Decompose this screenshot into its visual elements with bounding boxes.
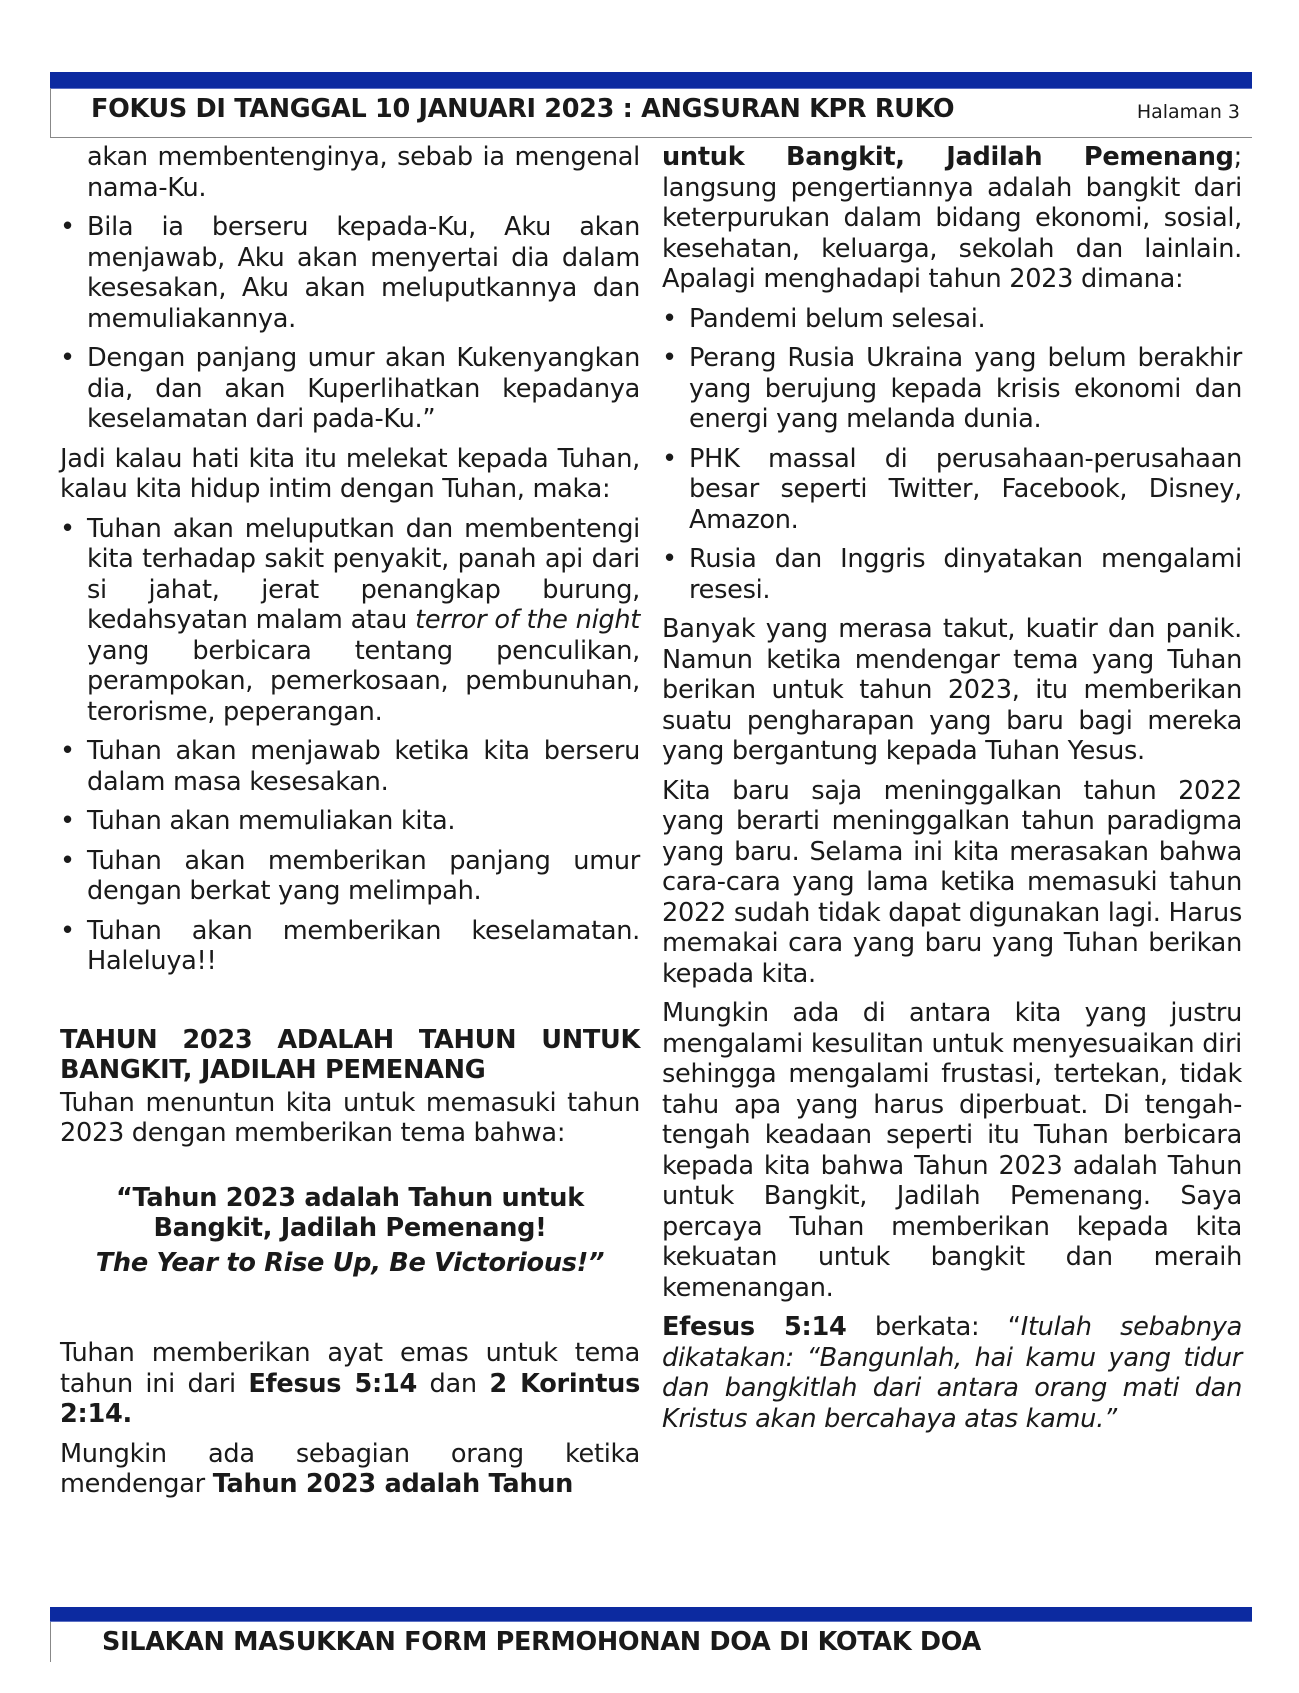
theme-quote [60, 1183, 640, 1279]
list-item: • Perang Rusia Ukraina yang belum berakhir yang berujung kepada krisis ekonomi dan energi yang melanda dunia. [662, 343, 1242, 434]
paragraph: Kita baru saja meninggalkan tahun 2022 yang berarti meninggalkan tahun paradigma yang baru. Selama ini kita merasakan bahwa cara-cara yang lama ketika memasuki tahun 2022 sudah tidak dapat digunakan lagi. Harus memakai cara yang baru yang Tuhan berikan kepada kita. [662, 775, 1242, 989]
list-item: • Tuhan akan menjawab ketika kita berseru dalam masa kesesakan. [60, 736, 640, 797]
list-item: • Tuhan akan meluputkan dan membentengi kita terhadap sakit penyakit, panah api dari si jahat, jerat penangkap burung, kedahsyatan malam atau terror of the night yang berbicara tentang penculikan, perampokan, pemerkosaan, pembunuhan, terorisme, peperangan. [60, 513, 640, 727]
list-item: • PHK massal di perusahaan-perusahaan besar seperti Twitter, Facebook, Disney, Amazon. [662, 443, 1242, 535]
page-header [50, 88, 1252, 138]
list-item: • Tuhan akan memberikan panjang umur dengan berkat yang melimpah. [60, 845, 640, 906]
continued-text: akan membentenginya, sebab ia mengenal nama-Ku. [87, 142, 640, 203]
bottom-rule-bar [50, 1607, 1252, 1622]
top-rule-bar [50, 72, 1252, 89]
quote-line: “Tahun 2023 adalah Tahun untuk Bangkit, Jadilah Pemenang! [116, 1182, 584, 1243]
quote-line-english: The Year to Rise Up, Be Victorious!” [95, 1247, 605, 1278]
list-item: • Rusia dan Inggris dinyatakan mengalami resesi. [662, 544, 1242, 605]
paragraph: Tuhan memberikan ayat emas untuk tema tahun ini dari Efesus 5:14 dan 2 Korintus 2:14. [60, 1338, 641, 1429]
paragraph: Tuhan menuntun kita untuk memasuki tahun 2023 dengan memberikan tema bahwa: [60, 1087, 640, 1148]
header-title: FOKUS DI TANGGAL 10 JANUARI 2023 : ANGSURAN KPR RUKO [91, 94, 955, 124]
footer-notice: SILAKAN MASUKKAN FORM PERMOHONAN DOA DI KOTAK DOA [102, 1627, 981, 1657]
list-item: • Tuhan akan memberikan keselamatan. Haleluya!! [60, 915, 640, 976]
paragraph: Mungkin ada di antara kita yang justru mengalami kesulitan untuk menyesuaikan diri sehingga mengalami frustasi, tertekan, tidak tahu apa yang harus diperbuat. Di tengah-tengah keadaan seperti itu Tuhan berbicara kepada kita bahwa Tahun 2023 adalah Tahun untuk Bangkit, Jadilah Pemenang. Saya percaya Tuhan memberikan kepada kita kekuatan untuk bangkit dan meraih kemenangan. [662, 998, 1242, 1303]
right-column [662, 142, 1242, 1443]
paragraph: Mungkin ada sebagian orang ketika mendengar Tahun 2023 adalah Tahun [60, 1438, 640, 1499]
footer-divider [50, 1622, 51, 1662]
left-column [60, 142, 640, 1509]
section-heading: TAHUN 2023 ADALAH TAHUN UNTUK BANGKIT, JADILAH PEMENANG [60, 1024, 640, 1085]
paragraph: untuk Bangkit, Jadilah Pemenang; langsung pengertiannya adalah bangkit dari keterpurukan dalam bidang ekonomi, sosial, kesehatan, keluarga, sekolah dan lainlain. Apalagi menghadapi tahun 2023 dimana: [662, 142, 1242, 294]
list-item: • Bila ia berseru kepada-Ku, Aku akan menjawab, Aku akan menyertai dia dalam kesesakan, Aku akan meluputkannya dan memuliakannya. [60, 212, 640, 334]
list-item: • Pandemi belum selesai. [662, 303, 986, 334]
list-item: • Dengan panjang umur akan Kukenyangkan dia, dan akan Kuperlihatkan kepadanya keselamatan dari pada-Ku.” [60, 343, 640, 434]
list-item: • Tuhan akan memuliakan kita. [60, 806, 456, 836]
crisis-list [662, 304, 1242, 606]
paragraph: Banyak yang merasa takut, kuatir dan panik. Namun ketika mendengar tema yang Tuhan berikan untuk tahun 2023, itu memberikan suatu pengharapan yang baru bagi mereka yang bergantung kepada Tuhan Yesus. [662, 614, 1242, 766]
paragraph: Jadi kalau hati kita itu melekat kepada Tuhan, kalau kita hidup intim dengan Tuhan, maka: [60, 443, 640, 504]
paragraph: Efesus 5:14 berkata: “Itulah sebabnya dikatakan: “Bangunlah, hai kamu yang tidur dan bangkitlah dari antara orang mati dan Kristus akan bercahaya atas kamu.” [662, 1312, 1243, 1434]
page-number: Halaman 3 [1136, 101, 1240, 123]
promise-list [60, 212, 640, 435]
blessing-list [60, 514, 640, 977]
